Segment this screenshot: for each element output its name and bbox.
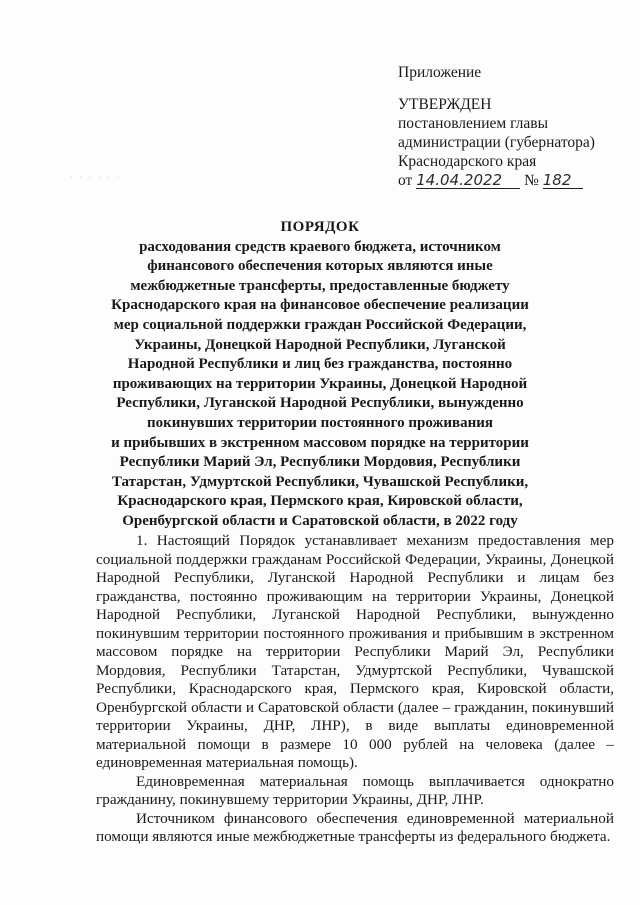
title-line: Оренбургской области и Саратовской области, в 2022 году [122, 512, 518, 529]
title-line: Краснодарского края, Пермского края, Кировской области, [117, 493, 523, 510]
title-line: проживающих на территории Украины, Донецкой Народной [112, 375, 528, 392]
approval-line: Краснодарского края [398, 153, 537, 170]
date-underline [416, 173, 520, 189]
annex-label: Приложение [398, 64, 482, 81]
body-paragraph: 1. Настоящий Порядок устанавливает механизм предоставления мер социальной поддержки гражданам Российской Федерации, Украины, Донецкой Народной Республики, Луганской Народной Республики и лицам без гражданства, постоянно проживающим на территории Украины, Донецкой Народной Республики, Луганской Народной Республики, вынужденно покинувшим территории постоянного проживания и прибывшим в экстренном массовом порядке на территории Республики Марий Эл, Республики Мордовия, Республики Татарстан, Удмуртской Республики, Чувашской Республики, Краснодарского края, Пермского края, Кировской области, Оренбургской области и Саратовской области (далее – гражданин, покинувший территории Украины, ДНР, ЛНР), в виде выплаты единовременной материальной помощи в размере 10 000 рублей на человека (далее – единовременная материальная помощь). [96, 532, 614, 771]
title-line: Украины, Донецкой Народной Республики, Луганской [134, 336, 506, 353]
number-underline [543, 173, 583, 189]
title-main: ПОРЯДОК [280, 219, 360, 235]
approval-line: администрации (губернатора) [398, 134, 595, 151]
body-paragraph: Единовременная материальная помощь выплачивается однократно гражданину, покинувшему территории Украины, ДНР, ЛНР. [96, 772, 614, 808]
title-line: Краснодарского края на финансовое обеспечение реализации [111, 297, 529, 314]
document-body [96, 532, 614, 847]
title-line: Народной Республики и лиц без гражданства, постоянно [127, 356, 513, 373]
title-line: Татарстан, Удмуртской Республики, Чувашской Республики, [111, 473, 529, 490]
title-line: покинувших территории постоянного проживания [146, 414, 494, 431]
handwritten-date: 14.04.2022 [416, 171, 503, 189]
approved-label: УТВЕРЖДЕН [398, 96, 492, 113]
title-line: мер социальной поддержки граждан Российской Федерации, [113, 316, 527, 333]
body-paragraph: Источником финансового обеспечения единовременной материальной помощи являются иные межбюджетные трансферты из федерального бюджета. [96, 809, 614, 845]
document-title [100, 218, 540, 532]
date-number-row [398, 171, 628, 190]
scan-artifact: · · · · · · [70, 172, 122, 182]
title-line: и прибывших в экстренном массовом порядке на территории [111, 434, 529, 451]
title-line: Республики, Луганской Народной Республики, вынужденно [116, 395, 524, 412]
title-line: межбюджетные трансферты, предоставленные бюджету [130, 277, 510, 294]
approval-line: постановлением главы [398, 115, 548, 132]
approval-block [398, 63, 628, 190]
number-prefix: № [524, 172, 539, 189]
title-line: расходования средств краевого бюджета, источником [139, 238, 501, 255]
handwritten-number: 182 [542, 171, 572, 189]
date-prefix: от [398, 172, 413, 189]
title-line: Республики Марий Эл, Республики Мордовия, Республики [119, 454, 521, 471]
title-line: финансового обеспечения которых являются иные [147, 258, 493, 275]
